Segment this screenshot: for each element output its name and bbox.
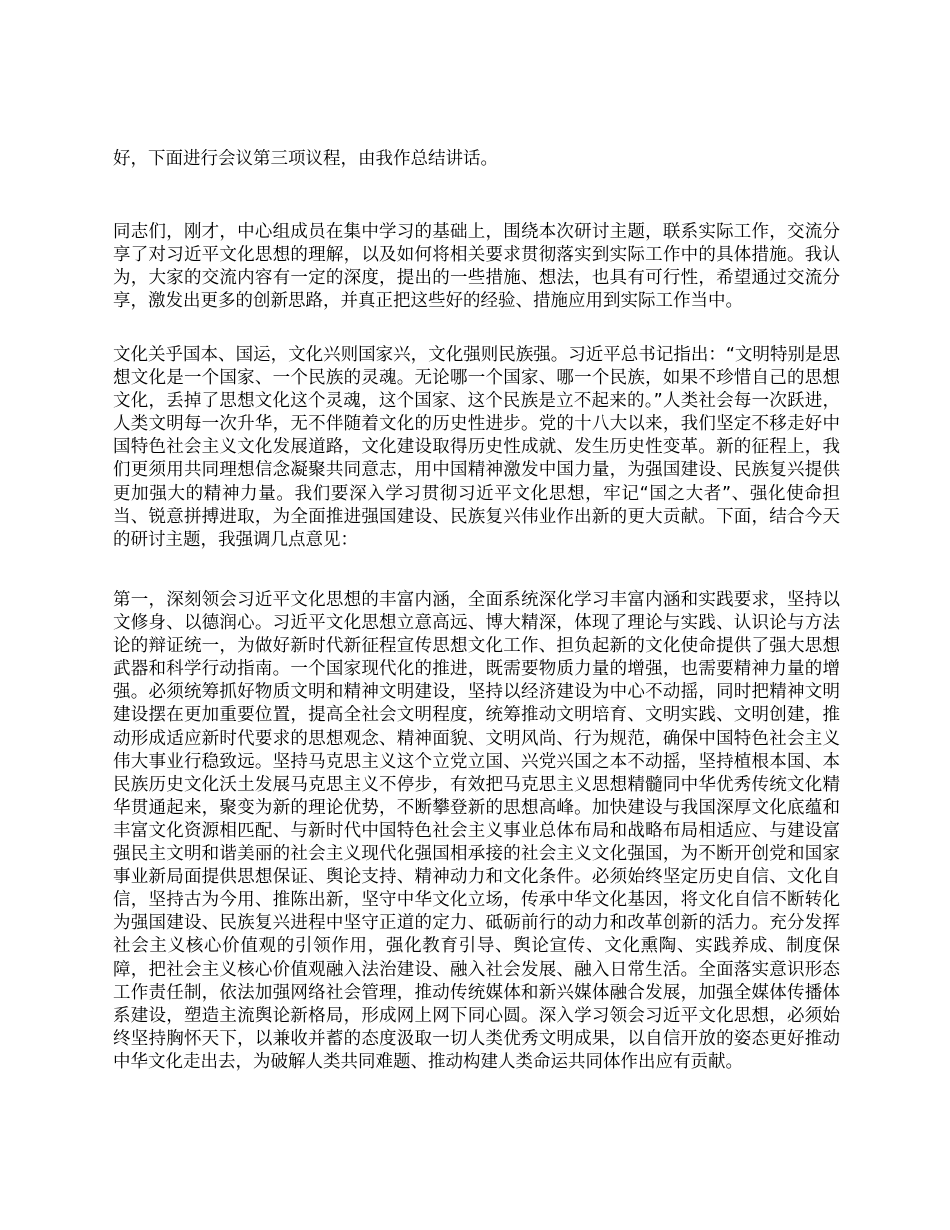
paragraph-opening: 好，下面进行会议第三项议程，由我作总结讲话。 (113, 149, 498, 169)
paragraph-culture: 文化关乎国本、国运，文化兴则国家兴，文化强则民族强。习近平总书记指出：“文明特别是思想文化是一个国家、一个民族的灵魂。无论哪一个国家、哪一个民族，如果不珍惜自己的思想文化，丢掉了思想文化这个灵魂，这个国家、这个民族是立不起来的。”人类社会每一次跃进，人类文明每一次升华，无不伴随着文化的历史性进步。党的十八大以来，我们坚定不移走好中国特色社会主义文化发展道路，文化建设取得历史性成就、发生历史性变革。新的征程上，我们更须用共同理想信念凝聚共同意志，用中国精神激发中国力量，为强国建设、民族复兴提供更加强大的精神力量。我们要深入学习贯彻习近平文化思想，牢记“国之大者”、强化使命担当、锐意拼搏进取，为全面推进强国建设、民族复兴伟业作出新的更大贡献。下面，结合今天的研讨主题，我强调几点意见： (113, 345, 840, 550)
paragraph-first-point: 第一，深刻领会习近平文化思想的丰富内涵，全面系统深化学习丰富内涵和实践要求，坚持以文修身、以德润心。习近平文化思想立意高远、博大精深，体现了理论与实践、认识论与方法论的辩证统一，为做好新时代新征程宣传思想文化工作、担负起新的文化使命提供了强大思想武器和科学行动指南。一个国家现代化的推进，既需要物质力量的增强，也需要精神力量的增强。必须统筹抓好物质文明和精神文明建设，坚持以经济建设为中心不动摇，同时把精神文明建设摆在更加重要位置，提高全社会文明程度，统筹推动文明培育、文明实践、文明创建，推动形成适应新时代要求的思想观念、精神面貌、文明风尚、行为规范，确保中国特色社会主义伟大事业行稳致远。坚持马克思主义这个立党立国、兴党兴国之本不动摇，坚持植根本国、本民族历史文化沃土发展马克思主义不停步，有效把马克思主义思想精髓同中华优秀传统文化精华贯通起来，聚变为新的理论优势，不断攀登新的思想高峰。加快建设与我国深厚文化底蕴和丰富文化资源相匹配、与新时代中国特色社会主义事业总体布局和战略布局相适应、与建设富强民主文明和谐美丽的社会主义现代化强国相承接的社会主义文化强国，为不断开创党和国家事业新局面提供思想保证、舆论支持、精神动力和文化条件。必须始终坚定历史自信、文化自信，坚持古为今用、推陈出新，坚守中华文化立场，传承中华文化基因，将文化自信不断转化为强国建设、民族复兴进程中坚守正道的定力、砥砺前行的动力和改革创新的活力。充分发挥社会主义核心价值观的引领作用，强化教育引导、舆论宣传、文化熏陶、实践养成、制度保障，把社会主义核心价值观融入法治建设、融入社会发展、融入日常生活。全面落实意识形态工作责任制，依法加强网络社会管理，推动传统媒体和新兴媒体融合发展，加强全媒体传播体系建设，塑造主流舆论新格局，形成网上网下同心圆。深入学习领会习近平文化思想，必须始终坚持胸怀天下，以兼收并蓄的态度汲取一切人类优秀文明成果，以自信开放的姿态更好推动中华文化走出去，为破解人类共同难题、推动构建人类命运共同体作出应有贡献。 (113, 590, 840, 1072)
paragraph-comrades: 同志们，刚才，中心组成员在集中学习的基础上，围绕本次研讨主题，联系实际工作，交流分享了对习近平文化思想的理解，以及如何将相关要求贯彻落实到实际工作中的具体措施。我认为，大家的交流内容有一定的深度，提出的一些措施、想法，也具有可行性，希望通过交流分享，激发出更多的创新思路，并真正把这些好的经验、措施应用到实际工作当中。 (113, 222, 840, 312)
